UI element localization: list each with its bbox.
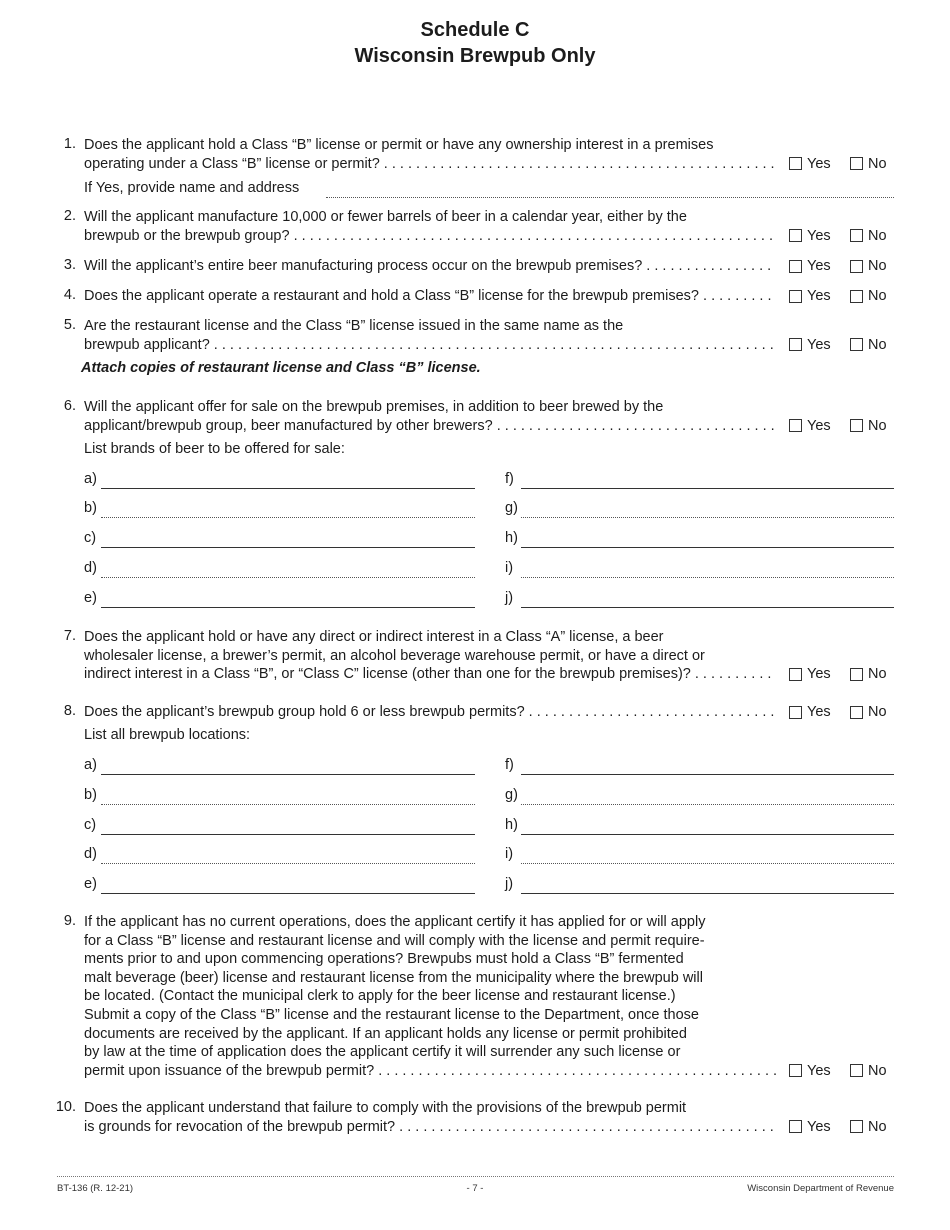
question-4-text <box>84 287 776 306</box>
q6-list-label: List brands of beer to be offered for sale: <box>84 440 345 457</box>
beer-brand-label: f) <box>505 470 514 487</box>
brewpub-location-label: g) <box>505 786 518 803</box>
beer-brand-entry-line[interactable] <box>101 606 475 608</box>
q9-no-option[interactable] <box>850 1063 887 1079</box>
beer-brand-entry-line[interactable] <box>101 487 475 489</box>
q8-yes-checkbox[interactable] <box>789 706 802 719</box>
beer-brand-label: g) <box>505 500 518 517</box>
q6-yes-label: Yes <box>807 417 831 434</box>
question-5-line: brewpub applicant? . . . <box>84 336 776 355</box>
beer-brand-label: c) <box>84 530 97 547</box>
q5-no-checkbox[interactable] <box>850 338 863 351</box>
q5-no-option[interactable] <box>850 337 887 353</box>
question-7-number: 7. <box>63 628 76 644</box>
q7-yes-label: Yes <box>807 666 831 683</box>
page-title-line1: Schedule C <box>420 19 530 41</box>
q6-yes-checkbox[interactable] <box>789 419 802 432</box>
q2-yes-label: Yes <box>807 227 831 244</box>
q10-no-label: No <box>868 1118 887 1135</box>
brewpub-location-label: a) <box>84 757 97 773</box>
q3-no-label: No <box>868 258 887 274</box>
page-title-line2: Wisconsin Brewpub Only <box>354 45 596 67</box>
question-2-text <box>84 208 776 245</box>
footer-agency: Wisconsin Department of Revenue <box>747 1183 894 1194</box>
question-4-line: Does the applicant operate a restaurant and hold a Class “B” license for the brewpub premises? . . . <box>84 287 776 306</box>
question-9-line: for a Class “B” license and restaurant license and will comply with the license and permit require- <box>84 932 705 949</box>
q4-no-checkbox[interactable] <box>850 290 863 303</box>
q1-yes-option[interactable] <box>789 156 831 172</box>
q5-attachment-note: Attach copies of restaurant license and Class “B” license. <box>81 359 481 376</box>
beer-brand-entry-line[interactable] <box>521 516 894 518</box>
q9-no-checkbox[interactable] <box>850 1064 863 1077</box>
q1-yes-checkbox[interactable] <box>789 157 802 170</box>
q6-yes-option[interactable] <box>789 418 831 434</box>
question-10-number: 10. <box>55 1099 76 1115</box>
question-1-number: 1. <box>63 136 76 152</box>
question-9-line: permit upon issuance of the brewpub permit? . . . <box>84 1062 776 1081</box>
q7-no-option[interactable] <box>850 666 887 682</box>
question-7-line: Does the applicant hold or have any direct or indirect interest in a Class “A” license, a beer <box>84 629 664 645</box>
question-6-line: applicant/brewpub group, beer manufactured by other brewers? . . . <box>84 417 776 436</box>
question-1-line: Does the applicant hold a Class “B” license or permit or have any ownership interest in a premises <box>84 137 714 153</box>
beer-brand-label: b) <box>84 500 97 517</box>
brewpub-location-label: d) <box>84 846 97 863</box>
question-9-line: by law at the time of application does the applicant certify it will surrender any such license or <box>84 1044 681 1061</box>
question-6-text <box>84 398 776 435</box>
beer-brand-entry-line[interactable] <box>521 606 894 608</box>
q4-no-option[interactable] <box>850 288 887 304</box>
question-9-line: Submit a copy of the Class “B” license and the restaurant license to the Department, once those <box>84 1006 699 1023</box>
brewpub-location-label: h) <box>505 816 518 833</box>
question-10-line: Does the applicant understand that failure to comply with the provisions of the brewpub permit <box>84 1100 687 1116</box>
q2-yes-option[interactable] <box>789 228 831 244</box>
question-7-text <box>84 628 776 684</box>
question-10-line: is grounds for revocation of the brewpub permit? . . . <box>84 1118 776 1137</box>
q3-no-option[interactable] <box>850 258 887 274</box>
question-9-line: ments prior to and upon commencing operations? Brewpubs must hold a Class “B” fermented <box>84 951 684 968</box>
brewpub-location-label: f) <box>505 757 514 773</box>
q6-no-checkbox[interactable] <box>850 419 863 432</box>
q9-yes-label: Yes <box>807 1062 831 1079</box>
beer-brand-entry-line[interactable] <box>101 576 475 578</box>
q9-yes-option[interactable] <box>789 1063 831 1079</box>
beer-brand-label: j) <box>505 589 514 606</box>
q7-no-checkbox[interactable] <box>850 668 863 681</box>
q1-no-checkbox[interactable] <box>850 157 863 170</box>
question-5-text <box>84 317 776 354</box>
question-9-line: If the applicant has no current operations, does the applicant certify it has applied for or will apply <box>84 914 706 930</box>
brewpub-location-entry-line[interactable] <box>101 862 475 864</box>
q4-yes-checkbox[interactable] <box>789 290 802 303</box>
q7-yes-option[interactable] <box>789 666 831 682</box>
q5-no-label: No <box>868 336 887 353</box>
question-1-text <box>84 136 776 173</box>
question-9-text <box>84 913 776 1080</box>
brewpub-location-entry-line[interactable] <box>101 773 475 775</box>
q4-yes-label: Yes <box>807 288 831 304</box>
brewpub-location-entry-line[interactable] <box>101 833 475 835</box>
beer-brand-label: e) <box>84 589 97 606</box>
q10-no-option[interactable] <box>850 1119 887 1135</box>
question-4-number: 4. <box>63 287 76 303</box>
q8-yes-option[interactable] <box>789 704 831 720</box>
q3-yes-option[interactable] <box>789 258 831 274</box>
footer-page-number: - 7 - <box>466 1183 484 1194</box>
question-2-line: brewpub or the brewpub group? . . . <box>84 227 776 246</box>
q2-no-option[interactable] <box>850 228 887 244</box>
beer-brand-entry-line[interactable] <box>101 516 475 518</box>
brewpub-location-entry-line[interactable] <box>521 773 894 775</box>
q1-no-label: No <box>868 155 887 172</box>
footer-form-id: BT-136 (R. 12-21) <box>57 1183 134 1194</box>
question-5-line: Are the restaurant license and the Class “B” license issued in the same name as the <box>84 318 624 334</box>
q10-yes-label: Yes <box>807 1118 831 1135</box>
q5-yes-label: Yes <box>807 336 831 353</box>
question-9-line: malt beverage (beer) license and restaurant license from the municipality where the brewpub will <box>84 969 703 986</box>
question-6-line: Will the applicant offer for sale on the brewpub premises, in addition to beer brewed by the <box>84 399 664 415</box>
brewpub-location-label: i) <box>505 846 514 863</box>
brewpub-location-entry-line[interactable] <box>521 892 894 894</box>
q6-no-option[interactable] <box>850 418 887 434</box>
brewpub-location-label: b) <box>84 786 97 803</box>
q3-yes-label: Yes <box>807 258 831 274</box>
beer-brand-entry-line[interactable] <box>521 546 894 548</box>
question-7-line: indirect interest in a Class “B”, or “Class C” license (other than one for the brewpub premises)? . . . <box>84 665 776 684</box>
beer-brand-label: i) <box>505 560 514 576</box>
q8-no-label: No <box>868 704 887 720</box>
q9-yes-checkbox[interactable] <box>789 1064 802 1077</box>
footer-rule <box>57 1176 894 1177</box>
beer-brand-entry-line[interactable] <box>521 576 894 578</box>
q8-yes-label: Yes <box>807 704 831 720</box>
beer-brand-entry-line[interactable] <box>101 546 475 548</box>
question-9-line: documents are received by the applicant. If an applicant holds any license or permit prohibited <box>84 1025 687 1042</box>
q1-no-option[interactable] <box>850 156 887 172</box>
brewpub-location-entry-line[interactable] <box>521 862 894 864</box>
q3-no-checkbox[interactable] <box>850 260 863 273</box>
beer-brand-label: h) <box>505 530 518 547</box>
question-2-number: 2. <box>63 208 76 224</box>
q5-yes-checkbox[interactable] <box>789 338 802 351</box>
q4-yes-option[interactable] <box>789 288 831 304</box>
q6-no-label: No <box>868 417 887 434</box>
beer-brand-entry-line[interactable] <box>521 487 894 489</box>
q10-yes-checkbox[interactable] <box>789 1120 802 1133</box>
q8-list-label: List all brewpub locations: <box>84 727 251 743</box>
question-9-number: 9. <box>63 913 76 929</box>
brewpub-location-entry-line[interactable] <box>521 833 894 835</box>
question-8-text <box>84 703 776 722</box>
q1-followup-label: If Yes, provide name and address <box>84 179 300 196</box>
beer-brand-label: a) <box>84 470 97 487</box>
q8-no-option[interactable] <box>850 704 887 720</box>
q1-yes-label: Yes <box>807 155 831 172</box>
q2-no-label: No <box>868 227 887 244</box>
brewpub-location-label: e) <box>84 876 97 893</box>
question-1-line: operating under a Class “B” license or permit? . . . <box>84 155 776 174</box>
brewpub-location-entry-line[interactable] <box>101 803 475 805</box>
brewpub-location-entry-line[interactable] <box>101 892 475 894</box>
question-10-text <box>84 1099 776 1136</box>
q10-yes-option[interactable] <box>789 1119 831 1135</box>
q4-no-label: No <box>868 288 887 304</box>
q9-no-label: No <box>868 1062 887 1079</box>
q2-no-checkbox[interactable] <box>850 229 863 242</box>
question-2-line: Will the applicant manufacture 10,000 or fewer barrels of beer in a calendar year, either by the <box>84 209 687 225</box>
q7-no-label: No <box>868 666 887 683</box>
question-9-line: be located. (Contact the municipal clerk to apply for the beer license and restaurant license.) <box>84 988 676 1005</box>
q1-name-address-field[interactable] <box>326 196 894 198</box>
q2-yes-checkbox[interactable] <box>789 229 802 242</box>
q7-yes-checkbox[interactable] <box>789 668 802 681</box>
brewpub-location-entry-line[interactable] <box>521 803 894 805</box>
question-3-number: 3. <box>63 257 76 273</box>
question-8-number: 8. <box>63 703 76 719</box>
question-6-number: 6. <box>63 398 76 414</box>
question-8-line: Does the applicant’s brewpub group hold 6 or less brewpub permits? . . . <box>84 703 776 722</box>
brewpub-location-label: j) <box>505 876 514 893</box>
q3-yes-checkbox[interactable] <box>789 260 802 273</box>
q5-yes-option[interactable] <box>789 337 831 353</box>
question-7-line: wholesaler license, a brewer’s permit, an alcohol beverage warehouse permit, or have a direct or <box>84 647 705 664</box>
q8-no-checkbox[interactable] <box>850 706 863 719</box>
q10-no-checkbox[interactable] <box>850 1120 863 1133</box>
beer-brand-label: d) <box>84 560 97 576</box>
question-5-number: 5. <box>63 317 76 333</box>
question-3-text <box>84 257 776 276</box>
question-3-line: Will the applicant’s entire beer manufacturing process occur on the brewpub premises? . . . <box>84 257 776 276</box>
brewpub-location-label: c) <box>84 816 97 833</box>
